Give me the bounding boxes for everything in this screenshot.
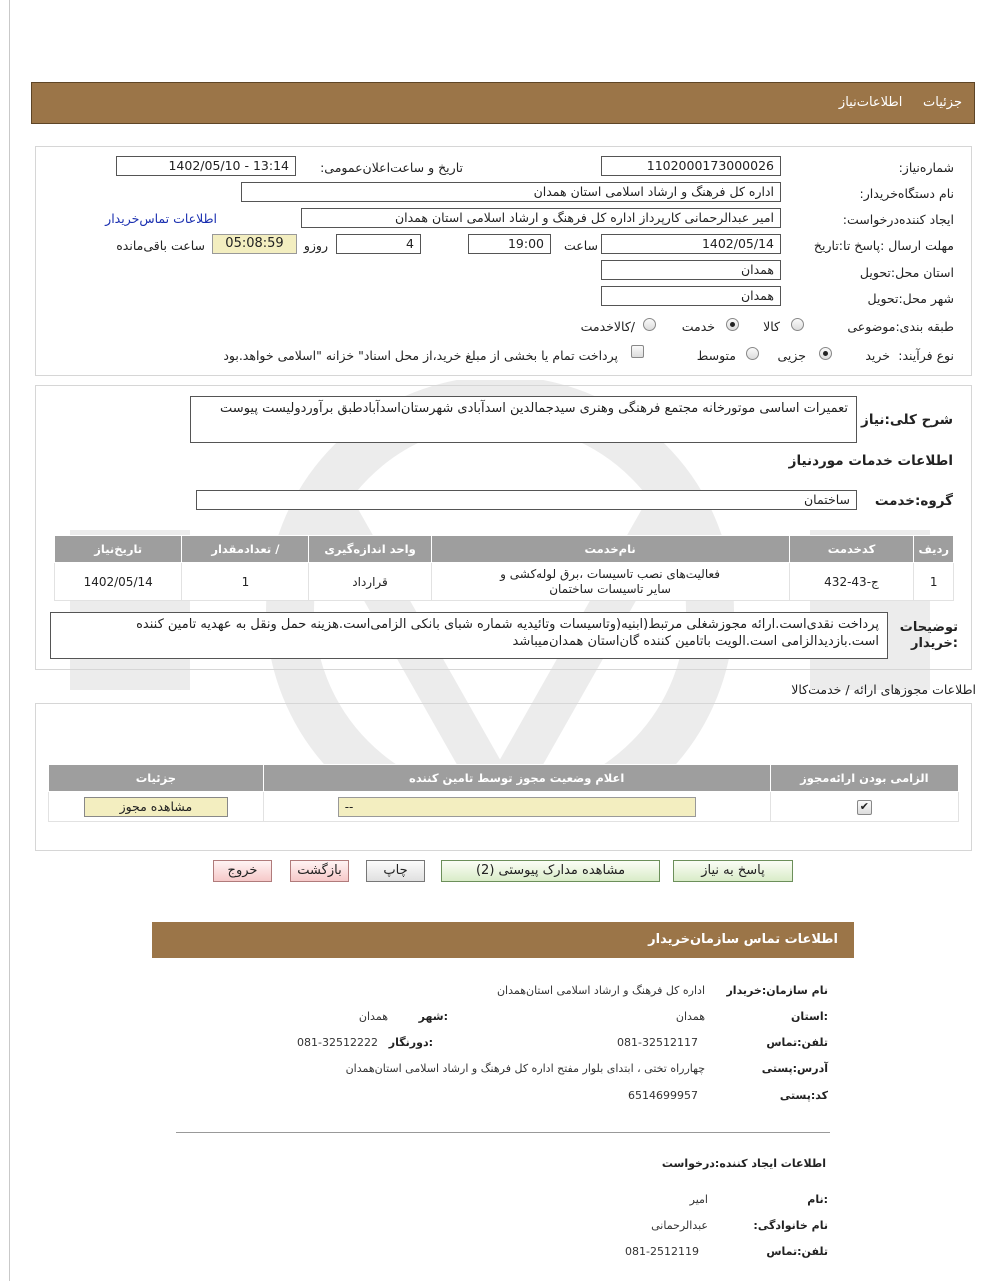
buyer-contact-link[interactable]: اطلاعات تماس‌خریدار	[105, 211, 217, 226]
need-number-field: 1102000173000026	[601, 156, 781, 176]
process-medium-label: متوسط	[696, 348, 736, 363]
category-goods-label: کالا	[763, 319, 780, 334]
deadline-date-field: 1402/05/14	[601, 234, 781, 254]
cell-permit-details	[49, 792, 264, 822]
requester-phone-label: تلفن:تماس	[766, 1245, 828, 1258]
remaining-timer: 05:08:59	[212, 234, 297, 254]
process-label: نوع فرآیند:	[898, 348, 954, 363]
process-minor-label: جزیی	[777, 348, 806, 363]
col-permit-required: الزامی بودن ارائه‌مجوز	[770, 765, 958, 792]
cell-service-name: فعالیت‌های نصب تاسیسات ،برق لوله‌کشی و سایر تاسیسات ساختمان	[431, 563, 789, 601]
requester-phone-value: 081-2512119	[625, 1245, 699, 1258]
days-label: روزو	[303, 238, 328, 253]
requester-last-name-value: عبدالرحمانی	[651, 1219, 708, 1232]
category-label: طبقه بندی:موضوعی	[847, 319, 954, 334]
category-goods-service-label: /کالاخدمت	[580, 319, 635, 334]
requester-first-name-label: :نام	[807, 1193, 828, 1206]
process-medium-radio[interactable]	[746, 347, 759, 360]
requester-first-name-value: امیر	[689, 1193, 708, 1206]
permit-row	[49, 792, 959, 822]
contact-phone-label: تلفن:تماس	[766, 1036, 828, 1049]
view-permit-button[interactable]: مشاهده مجوز	[84, 797, 228, 817]
announce-date-field: 1402/05/10 - 13:14	[116, 156, 296, 176]
exit-button[interactable]: خروج	[213, 860, 272, 882]
back-button[interactable]: بازگشت	[290, 860, 349, 882]
city-label: شهر محل:تحویل	[867, 291, 954, 306]
requester-label: ایجاد کننده‌درخواست:	[842, 212, 954, 227]
contact-header-title: اطلاعات تماس سازمان‌خریدار	[648, 932, 838, 947]
contact-header-bar	[152, 922, 854, 958]
services-table	[54, 535, 954, 601]
requester-field: امیر عبدالرحمانی کارپرداز اداره کل فرهنگ و ارشاد اسلامی استان همدان	[301, 208, 781, 228]
permits-table	[48, 764, 959, 822]
category-goods-service-radio[interactable]	[643, 318, 656, 331]
cell-row: 1	[914, 563, 954, 601]
contact-org-value: اداره کل فرهنگ و ارشاد اسلامی استان‌همدان	[496, 984, 705, 997]
buyer-org-field: اداره کل فرهنگ و ارشاد اسلامی استان همدان	[241, 182, 781, 202]
contact-fax-value: 081-32512222	[297, 1036, 378, 1049]
days-field: 4	[336, 234, 421, 254]
col-service-name: نام‌خدمت	[431, 536, 789, 563]
tab-need-info[interactable]: اطلاعات‌نیاز	[838, 95, 903, 110]
header-bar	[31, 82, 975, 124]
cell-quantity: 1	[182, 563, 309, 601]
process-buy-label: خرید	[865, 348, 890, 363]
deadline-label: مهلت ارسال :پاسخ تا:تاریخ	[813, 238, 954, 253]
services-section-title: اطلاعات خدمات موردنیاز	[788, 453, 953, 469]
group-field: ساختمان	[196, 490, 857, 510]
deadline-hour-label: ساعت	[563, 238, 598, 253]
col-quantity: / تعدادمقدار	[182, 536, 309, 563]
tab-details[interactable]: جزئیات	[923, 95, 962, 110]
contact-address-value: چهارراه تختی ، ابتدای بلوار مفتح اداره کل فرهنگ و ارشاد اسلامی استان‌همدان	[345, 1062, 705, 1075]
contact-city-value: همدان	[358, 1010, 388, 1023]
permit-status-field[interactable]: --	[338, 797, 696, 817]
col-need-date: تاریخ‌نیاز	[55, 536, 182, 563]
need-number-label: شماره‌نیاز:	[898, 160, 954, 175]
category-service-label: خدمت	[681, 319, 715, 334]
col-service-code: کدخدمت	[789, 536, 914, 563]
contact-province-label: :استان	[791, 1010, 828, 1023]
category-service-radio[interactable]	[726, 318, 739, 331]
province-label: استان محل:تحویل	[859, 265, 954, 280]
cell-service-code: ج-43-432	[789, 563, 914, 601]
view-attachments-button[interactable]: مشاهده مدارک پیوستی (2)	[441, 860, 660, 882]
deadline-time-field: 19:00	[468, 234, 551, 254]
col-permit-status: اعلام وضعیت مجوز توسط تامین کننده	[263, 765, 770, 792]
city-field: همدان	[601, 286, 781, 306]
col-permit-details: جزئیات	[49, 765, 264, 792]
contact-postal-value: 6514699957	[628, 1089, 698, 1102]
reply-button[interactable]: پاسخ به نیاز	[673, 860, 793, 882]
category-goods-radio[interactable]	[791, 318, 804, 331]
print-button[interactable]: چاپ	[366, 860, 425, 882]
contact-province-value: همدان	[675, 1010, 705, 1023]
buyer-notes-label: توضیحات :خریدار	[899, 620, 958, 651]
contact-postal-label: کد:پستی	[779, 1089, 828, 1102]
contact-phone-value: 081-32512117	[617, 1036, 698, 1049]
cell-permit-required	[770, 792, 958, 822]
contact-org-label: نام سازمان:خریدار	[726, 984, 828, 997]
table-row	[55, 563, 954, 601]
cell-need-date: 1402/05/14	[55, 563, 182, 601]
description-field: تعمیرات اساسی موتورخانه مجتمع فرهنگی وهنری سیدجمالدین اسدآبادی شهرستان‌اسدآبادطبق برآوردولیست پیوست	[190, 396, 857, 443]
header-title	[839, 95, 962, 110]
treasury-checkbox-label: پرداخت تمام یا بخشی از مبلغ خرید،از محل اسناد" خزانه "اسلامی خواهد.بود	[223, 348, 618, 363]
permits-title: اطلاعات مجوزهای ارائه / خدمت‌کالا	[791, 682, 976, 697]
buyer-org-label: نام دستگاه‌خریدار:	[859, 186, 954, 201]
requester-info-title: اطلاعات ایجاد کننده:درخواست	[661, 1157, 826, 1170]
cell-unit: قرارداد	[309, 563, 431, 601]
contact-divider	[176, 1132, 830, 1133]
group-label: گروه:خدمت	[874, 493, 953, 509]
contact-address-label: آدرس:پستی	[761, 1062, 828, 1075]
treasury-checkbox[interactable]	[631, 345, 644, 358]
cell-permit-status	[263, 792, 770, 822]
contact-fax-label: :دورنگار	[388, 1036, 433, 1049]
requester-last-name-label: نام خانوادگی:	[753, 1219, 828, 1232]
province-field: همدان	[601, 260, 781, 280]
remaining-label: ساعت باقی‌مانده	[116, 238, 205, 253]
contact-city-label: :شهر	[418, 1010, 448, 1023]
need-info-panel	[35, 146, 972, 376]
process-minor-radio[interactable]	[819, 347, 832, 360]
page-left-border	[9, 0, 10, 1281]
col-unit: واحد اندازه‌گیری	[309, 536, 431, 563]
description-label: شرح کلی:نیاز	[861, 412, 953, 428]
col-row: ردیف	[914, 536, 954, 563]
announce-date-label: تاریخ و ساعت‌اعلان‌عمومی:	[320, 160, 463, 175]
buyer-notes-field: پرداخت نقدی‌است.ارائه مجوزشغلی مرتبط(ابنیه(وتاسیسات وتائیدیه شماره شبای بانکی الزامی‌است.هزینه حمل ونقل به عهدیه تامین کننده است.بازدیدالزامی است.الویت باتامین کننده گان‌استان همدان‌میباشد	[50, 612, 888, 659]
permit-required-checkbox: ✔	[857, 800, 872, 815]
